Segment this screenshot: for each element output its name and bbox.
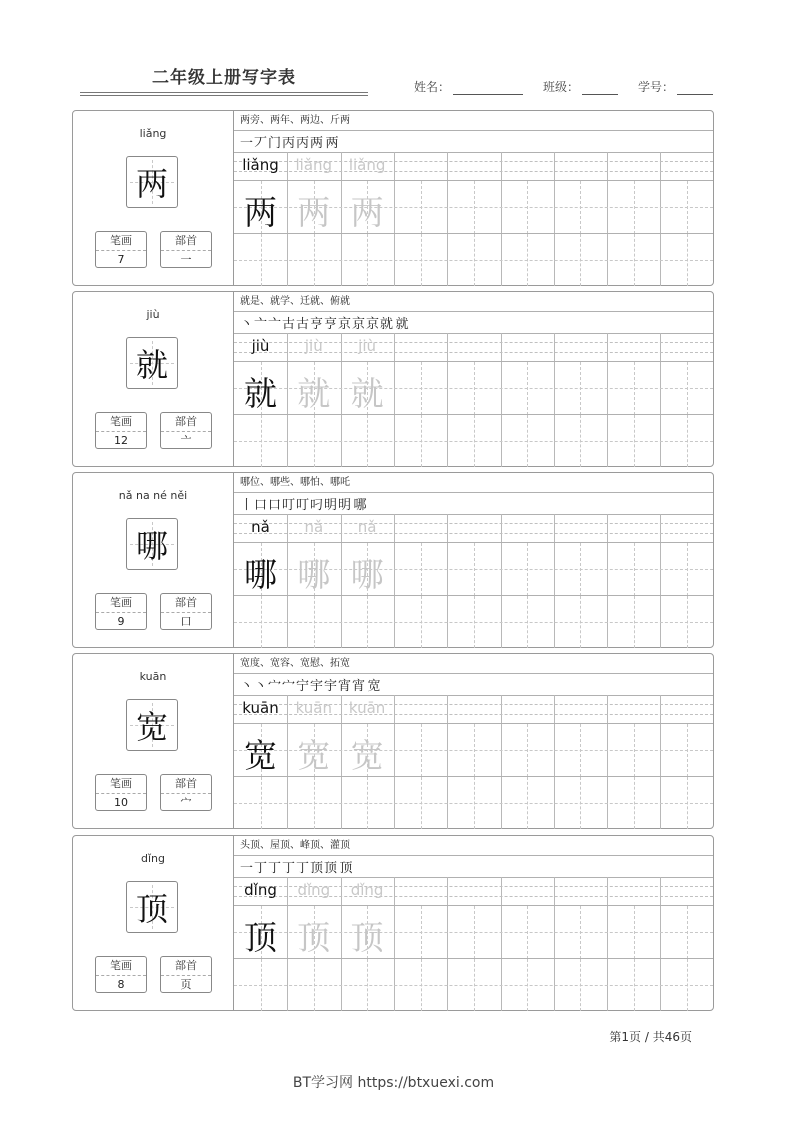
model-char: 就 [244, 374, 277, 413]
pinyin-cell[interactable] [501, 877, 554, 906]
pinyin-row [234, 695, 713, 724]
stroke-step: 亠 [268, 316, 282, 332]
cell-guide [234, 441, 713, 442]
radical-value: 口 [180, 615, 192, 628]
pinyin-cell[interactable] [660, 695, 713, 724]
stroke-step: 丶 [240, 678, 254, 694]
character-card [72, 291, 714, 467]
char-box [126, 518, 178, 570]
blank-row [234, 234, 713, 286]
number-field[interactable] [677, 80, 713, 95]
pinyin-cell[interactable] [394, 514, 447, 543]
word-examples: 宽度、宽容、宽慰、拓宽 [234, 654, 713, 674]
trace-char: 两 [297, 193, 331, 232]
stroke-step: 两 [310, 135, 324, 151]
pinyin-cell[interactable] [447, 152, 500, 181]
stroke-step: 丁 [268, 860, 282, 876]
card-summary [73, 111, 234, 285]
model-char: 宽 [244, 736, 277, 775]
stroke-step: 丶 [240, 316, 254, 332]
pinyin-row [234, 152, 713, 181]
character-card [72, 653, 714, 829]
model-pinyin: kuān [242, 699, 279, 717]
trace-char: 顶 [297, 918, 331, 957]
stroke-label: 笔画 [96, 594, 146, 613]
practice-area [234, 473, 713, 647]
pinyin-row [234, 877, 713, 906]
trace-pinyin: dǐng [297, 881, 331, 899]
character-card [72, 472, 714, 648]
pinyin-cell[interactable] [554, 152, 607, 181]
trace-char: 宽 [350, 736, 384, 775]
pinyin-cell[interactable] [660, 152, 713, 181]
stroke-step: 亨 [310, 316, 324, 332]
radical-label: 部首 [161, 594, 211, 613]
title-underline [80, 92, 368, 96]
stroke-step: 顶 [339, 860, 353, 876]
card-summary [73, 292, 234, 466]
pinyin-cell[interactable] [394, 152, 447, 181]
trace-pinyin: liǎng [295, 156, 333, 174]
pinyin-cell[interactable] [607, 877, 660, 906]
char-row [234, 362, 713, 415]
stroke-step: 顶 [324, 860, 338, 876]
pinyin-cell[interactable] [394, 877, 447, 906]
stroke-order [234, 492, 713, 515]
stroke-step: 亠 [254, 316, 268, 332]
stroke-count-box [95, 593, 147, 630]
stroke-step: 宽 [367, 678, 381, 694]
trace-pinyin: nǎ [304, 518, 324, 536]
stroke-step: 口 [268, 497, 282, 513]
word-examples: 哪位、哪些、哪怕、哪吒 [234, 473, 713, 493]
trace-char: 就 [297, 374, 331, 413]
blank-row [234, 777, 713, 829]
stroke-step: 京 [366, 316, 380, 332]
trace-pinyin: kuān [348, 699, 386, 717]
pinyin-cell[interactable] [501, 695, 554, 724]
stroke-step: 宵 [352, 678, 366, 694]
pinyin-cell[interactable] [607, 695, 660, 724]
stroke-order [234, 673, 713, 696]
stroke-step: 丁 [254, 860, 268, 876]
number-label: 学号： [637, 80, 674, 94]
stroke-label: 笔画 [96, 775, 146, 794]
pinyin-cell[interactable] [447, 877, 500, 906]
char-glyph: 顶 [135, 890, 168, 928]
stroke-step: 丙 [282, 135, 296, 151]
radical-value: 页 [180, 978, 192, 991]
stroke-step: 亨 [324, 316, 338, 332]
char-row [234, 724, 713, 777]
stroke-count-box [95, 774, 147, 811]
pinyin-cell[interactable] [394, 695, 447, 724]
stroke-step: 丨 [240, 497, 254, 513]
trace-char: 顶 [350, 918, 384, 957]
radical-box [160, 593, 212, 630]
name-label: 姓名： [413, 80, 450, 94]
char-glyph: 就 [135, 346, 168, 384]
radical-label: 部首 [161, 232, 211, 251]
pinyin-cell[interactable] [394, 333, 447, 362]
stroke-count: 9 [117, 615, 125, 628]
char-glyph: 哪 [135, 527, 168, 565]
pinyin-cell[interactable] [501, 514, 554, 543]
stroke-step: 古 [282, 316, 296, 332]
trace-pinyin: kuān [295, 699, 333, 717]
stroke-count: 12 [114, 434, 128, 447]
stroke-count: 10 [114, 796, 128, 809]
trace-pinyin: jiù [358, 337, 377, 355]
stroke-count-box [95, 956, 147, 993]
stroke-step: 两 [325, 135, 339, 151]
pinyin-cell[interactable] [501, 152, 554, 181]
cell-guide [234, 260, 713, 261]
stroke-step: 京 [338, 316, 352, 332]
trace-char: 宽 [297, 736, 331, 775]
stroke-step: 丶 [254, 678, 268, 694]
trace-char: 就 [350, 374, 384, 413]
char-box [126, 156, 178, 208]
trace-char: 两 [350, 193, 384, 232]
stroke-order [234, 130, 713, 153]
char-box [126, 881, 178, 933]
char-box [126, 699, 178, 751]
character-card [72, 835, 714, 1011]
stroke-step: 丙 [296, 135, 310, 151]
model-char: 顶 [244, 918, 277, 957]
blank-row [234, 415, 713, 467]
pinyin-cell[interactable] [660, 514, 713, 543]
card-summary [73, 836, 234, 1010]
char-pinyin: liǎng [139, 127, 167, 140]
stroke-step: 京 [352, 316, 366, 332]
model-char: 两 [244, 193, 277, 232]
card-summary [73, 654, 234, 828]
stroke-step: 一 [240, 860, 254, 876]
stroke-step: 叼 [310, 497, 324, 513]
radical-value: 宀 [180, 796, 192, 809]
pinyin-cell[interactable] [660, 877, 713, 906]
model-pinyin: liǎng [242, 156, 279, 174]
radical-value: 一 [180, 253, 192, 266]
pinyin-cell[interactable] [660, 333, 713, 362]
stroke-count-box [95, 231, 147, 268]
stroke-step: 明 [324, 497, 338, 513]
site-footer: BT学习网 https://btxuexi.com [292, 1075, 495, 1091]
stroke-step: 顶 [310, 860, 324, 876]
practice-area [234, 654, 713, 828]
stroke-count: 8 [117, 978, 125, 991]
model-pinyin: dǐng [244, 881, 277, 899]
character-card [72, 110, 714, 286]
pinyin-cell[interactable] [447, 695, 500, 724]
stroke-label: 笔画 [96, 413, 146, 432]
model-pinyin: nǎ [251, 518, 270, 536]
stroke-step: 宇 [324, 678, 338, 694]
stroke-step: 一 [240, 135, 254, 151]
model-pinyin: jiù [251, 337, 270, 355]
radical-value: 亠 [180, 434, 192, 447]
stroke-count-box [95, 412, 147, 449]
page-number: 第1页 / 共46页 [609, 1030, 692, 1044]
stroke-step: 哪 [353, 497, 367, 513]
stroke-step: 宀 [282, 678, 296, 694]
class-label: 班级： [542, 80, 579, 94]
stroke-step: 叮 [282, 497, 296, 513]
stroke-step: 丁 [296, 860, 310, 876]
stroke-count: 7 [117, 253, 125, 266]
radical-box [160, 956, 212, 993]
page-title: 二年级上册写字表 [152, 68, 296, 88]
stroke-step: 明 [338, 497, 352, 513]
word-examples: 头顶、屋顶、峰顶、灌顶 [234, 836, 713, 856]
stroke-step: 宇 [310, 678, 324, 694]
radical-label: 部首 [161, 957, 211, 976]
practice-area [234, 111, 713, 285]
radical-box [160, 231, 212, 268]
char-glyph: 两 [135, 165, 168, 203]
char-row [234, 906, 713, 959]
stroke-step: 丁 [282, 860, 296, 876]
word-examples: 两旁、两年、两边、斤两 [234, 111, 713, 131]
pinyin-row [234, 333, 713, 362]
student-info [414, 78, 713, 95]
stroke-label: 笔画 [96, 232, 146, 251]
stroke-label: 笔画 [96, 957, 146, 976]
blank-row [234, 959, 713, 1011]
stroke-step: 叮 [296, 497, 310, 513]
stroke-order [234, 855, 713, 878]
stroke-step: 丆 [254, 135, 268, 151]
char-pinyin: jiù [146, 308, 160, 321]
stroke-step: 就 [395, 316, 409, 332]
radical-label: 部首 [161, 413, 211, 432]
char-row [234, 543, 713, 596]
radical-box [160, 412, 212, 449]
trace-pinyin: dǐng [350, 881, 384, 899]
trace-pinyin: nǎ [357, 518, 377, 536]
char-glyph: 宽 [135, 708, 168, 746]
practice-area [234, 836, 713, 1010]
blank-row [234, 596, 713, 648]
pinyin-cell[interactable] [501, 333, 554, 362]
pinyin-cell[interactable] [447, 514, 500, 543]
model-char: 哪 [244, 555, 277, 594]
stroke-order [234, 311, 713, 334]
char-box [126, 337, 178, 389]
char-pinyin: dǐng [141, 852, 165, 865]
stroke-step: 宁 [296, 678, 310, 694]
practice-area [234, 292, 713, 466]
pinyin-cell[interactable] [554, 877, 607, 906]
stroke-step: 就 [380, 316, 394, 332]
pinyin-cell[interactable] [607, 333, 660, 362]
stroke-step: 宀 [268, 678, 282, 694]
title-block [80, 66, 368, 96]
pinyin-cell[interactable] [607, 152, 660, 181]
trace-pinyin: jiù [304, 337, 323, 355]
trace-pinyin: liǎng [348, 156, 386, 174]
name-field[interactable] [453, 80, 523, 95]
stroke-step: 口 [254, 497, 268, 513]
stroke-step: 门 [268, 135, 282, 151]
card-summary [73, 473, 234, 647]
char-row [234, 181, 713, 234]
trace-char: 哪 [297, 555, 331, 594]
cell-guide [234, 622, 713, 623]
pinyin-row [234, 514, 713, 543]
stroke-step: 宵 [338, 678, 352, 694]
pinyin-cell[interactable] [554, 333, 607, 362]
class-field[interactable] [582, 80, 618, 95]
char-pinyin: kuān [139, 670, 167, 683]
pinyin-cell[interactable] [554, 514, 607, 543]
pinyin-cell[interactable] [554, 695, 607, 724]
cell-guide [234, 803, 713, 804]
char-pinyin: nǎ na né něi [118, 489, 188, 502]
cell-guide [234, 985, 713, 986]
trace-char: 哪 [350, 555, 384, 594]
pinyin-cell[interactable] [607, 514, 660, 543]
word-examples: 就是、就学、迁就、俯就 [234, 292, 713, 312]
radical-label: 部首 [161, 775, 211, 794]
stroke-step: 古 [296, 316, 310, 332]
pinyin-cell[interactable] [447, 333, 500, 362]
radical-box [160, 774, 212, 811]
